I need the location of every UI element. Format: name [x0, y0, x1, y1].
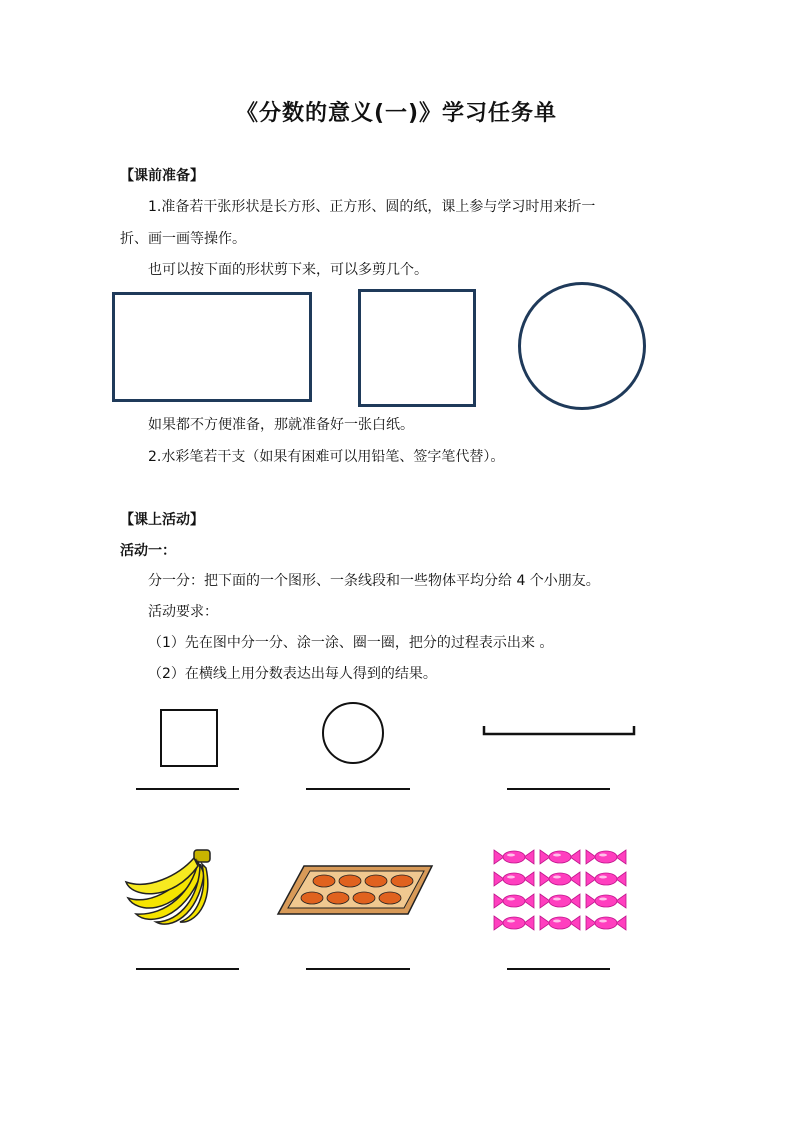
activity-circle [322, 702, 384, 764]
candy-grid-image [492, 846, 630, 936]
page-title: 《分数的意义(一)》学习任务单 [235, 101, 558, 126]
cutout-square [358, 289, 476, 407]
class-heading: 【课上活动】 [120, 512, 204, 528]
prep-item1-line2: 折、画一画等操作。 [120, 231, 246, 247]
activity-line-segment [480, 724, 638, 740]
prep-item2: 2.水彩笔若干支（如果有困难可以用铅笔、签字笔代替）。 [148, 449, 505, 465]
fish-tray-image [274, 862, 436, 918]
cutout-rectangle [112, 292, 312, 402]
answer-line-candies[interactable] [507, 968, 610, 970]
prep-item1-line1: 1.准备若干张形状是长方形、正方形、圆的纸，课上参与学习时用来折一 [148, 199, 596, 215]
answer-line-circle[interactable] [306, 788, 410, 790]
requirement-1: （1）先在图中分一分、涂一涂、圈一圈，把分的过程表示出来 。 [148, 635, 554, 651]
requirement-2: （2）在横线上用分数表达出每人得到的结果。 [148, 666, 437, 682]
prep-alt-note: 如果都不方便准备，那就准备好一张白纸。 [148, 417, 414, 433]
activity-instruction: 分一分：把下面的一个图形、一条线段和一些物体平均分给 4 个小朋友。 [148, 573, 600, 589]
cutout-circle [518, 282, 646, 410]
requirements-title: 活动要求： [148, 604, 218, 620]
answer-line-square[interactable] [136, 788, 239, 790]
prep-cut-note: 也可以按下面的形状剪下来，可以多剪几个。 [148, 262, 428, 278]
answer-line-bananas[interactable] [136, 968, 239, 970]
answer-line-fish[interactable] [306, 968, 410, 970]
activity-title: 活动一： [120, 543, 176, 559]
banana-bunch-image [122, 846, 216, 926]
activity-square [160, 709, 218, 767]
answer-line-segment[interactable] [507, 788, 610, 790]
prep-heading: 【课前准备】 [120, 168, 204, 184]
